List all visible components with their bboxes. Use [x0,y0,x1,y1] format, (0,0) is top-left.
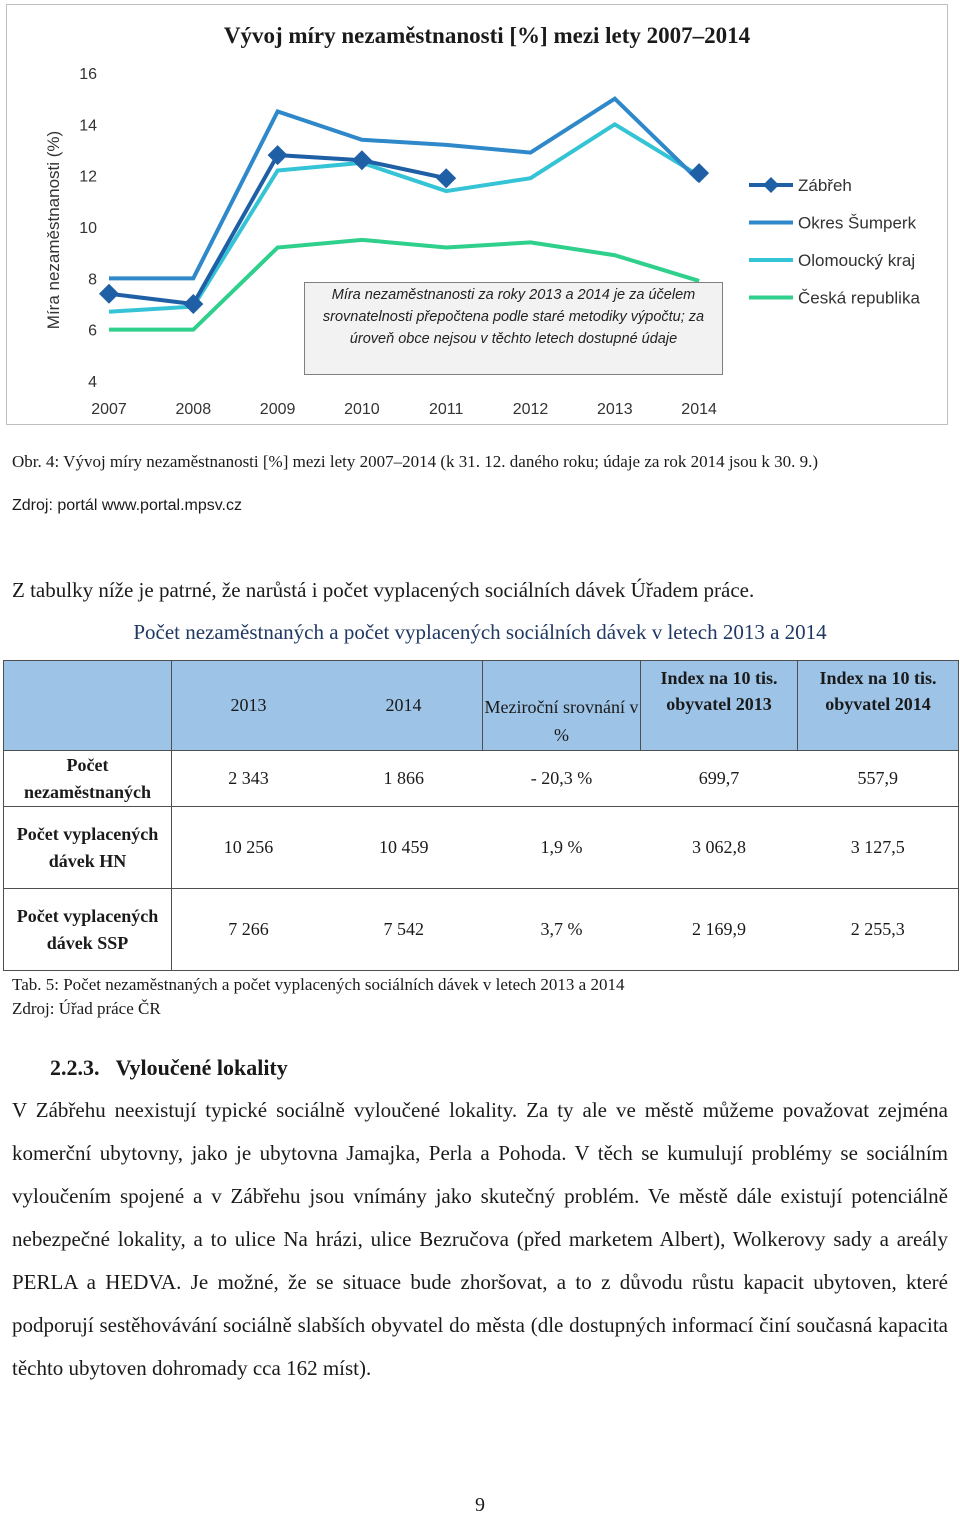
chart-frame [6,4,948,425]
table-cell: 10 459 [325,807,483,889]
table-header-row [4,661,959,751]
section-paragraph: V Zábřehu neexistují typické sociálně vyloučené lokality. Za ty ale ve městě můžeme považovat zejména komerční ubytovny, jako je ubytovna Jamajka, Perla a Pohoda. V těch se kumulují problémy se sociálním vyloučením spojené a v Zábřehu jsou vnímány jako skutečný problém. Ve městě dále existují potenciálně nebezpečné lokality, a to ulice Na hrázi, ulice Bezručova (před marketem Albert), Wolkerovy sady a areály PERLA a HEDVA. Je možné, že se situace bude zhoršovat, a to z důvodu růstu kapacit ubytoven, které podporují sestěhovávání sociálně slabších obyvatel do města (dle dostupných informací činí současná kapacita těchto ubytoven dohromady cca 162 míst). [12,1098,948,1380]
row-label: Počet vyplacených dávek SSP [4,889,172,971]
table-cell: 2 255,3 [798,889,959,971]
table-row [4,889,959,971]
y-tick-label: 12 [79,168,97,186]
table-cell: 7 542 [325,889,483,971]
x-tick-label: 2009 [259,401,296,418]
data-table [3,660,959,971]
legend-label: Česká republika [798,288,920,308]
x-tick-label: 2011 [428,401,464,418]
y-tick-label: 6 [88,322,97,340]
y-tick-label: 14 [79,117,97,135]
table-cell: 7 266 [172,889,326,971]
x-tick-label: 2007 [91,401,127,418]
section-title: Vyloučené lokality [115,1055,288,1080]
legend-marker [763,177,779,193]
table-source: Zdroj: Úřad práce ČR [12,999,161,1018]
header-cell: Meziroční srovnání v % [483,661,641,751]
table-row [4,807,959,889]
figure-caption: Obr. 4: Vývoj míry nezaměstnanosti [%] mezi lety 2007–2014 (k 31. 12. daného roku; údaje za rok 2014 jsou k 30. 9.) [12,452,819,471]
table-cell: 557,9 [798,751,959,807]
data-point-marker [436,168,456,188]
table-title: Počet nezaměstnaných a počet vyplacených sociálních dávek v letech 2013 a 2014 [133,620,827,644]
data-point-marker [268,145,288,165]
data-point-marker [689,163,709,183]
intro-sentence: Z tabulky níže je patrné, že narůstá i počet vyplacených sociálních dávek Úřadem práce. [12,578,755,602]
y-tick-label: 4 [88,374,97,391]
legend-label: Olomoucký kraj [798,251,916,270]
chart-annotation: Míra nezaměstnanosti za roky 2013 a 2014 je za účelem srovnatelnosti přepočtena podle staré metodiky výpočtu; za úroveň obce nejsou v těchto letech dostupné údaje [304,282,723,375]
section-number: 2.2.3. [50,1055,100,1080]
table-cell: 3,7 % [483,889,641,971]
header-cell: 2013 [172,661,326,751]
figure-source: Zdroj: portál www.portal.mpsv.cz [12,497,242,514]
table-cell: 10 256 [172,807,326,889]
x-tick-label: 2010 [344,401,380,418]
row-label: Počet vyplacených dávek HN [4,807,172,889]
header-cell: Index na 10 tis. obyvatel 2014 [798,661,959,751]
y-tick-label: 10 [79,220,97,237]
page-number: 9 [475,1494,485,1516]
table-cell: 2 169,9 [641,889,798,971]
table-cell: 3 062,8 [641,807,798,889]
legend-label: Okres Šumperk [798,213,917,233]
x-tick-label: 2013 [597,401,633,418]
y-axis-label: Míra nezaměstnanosti (%) [44,130,63,330]
table-cell: 2 343 [172,751,326,807]
table-cell: - 20,3 % [483,751,641,807]
data-point-marker [99,284,119,304]
table-cell: 1,9 % [483,807,641,889]
header-cell: Index na 10 tis. obyvatel 2013 [641,661,798,751]
table-caption: Tab. 5: Počet nezaměstnaných a počet vyplacených sociálních dávek v letech 2013 a 2014 [12,975,625,994]
chart-title: Vývoj míry nezaměstnanosti [%] mezi lety 2007–2014 [223,23,751,48]
x-tick-label: 2012 [512,401,549,418]
row-label: Počet nezaměstnaných [4,751,172,807]
section-heading [50,1055,288,1081]
table-cell: 1 866 [325,751,483,807]
x-tick-label: 2014 [681,401,717,418]
legend-label: Zábřeh [798,176,852,195]
table-cell: 3 127,5 [798,807,959,889]
y-tick-label: 8 [88,271,97,289]
header-cell: 2014 [325,661,483,751]
table-row [4,751,959,807]
x-tick-label: 2008 [175,401,212,418]
table-cell: 699,7 [641,751,798,807]
y-tick-label: 16 [79,66,97,83]
header-corner [4,661,172,751]
